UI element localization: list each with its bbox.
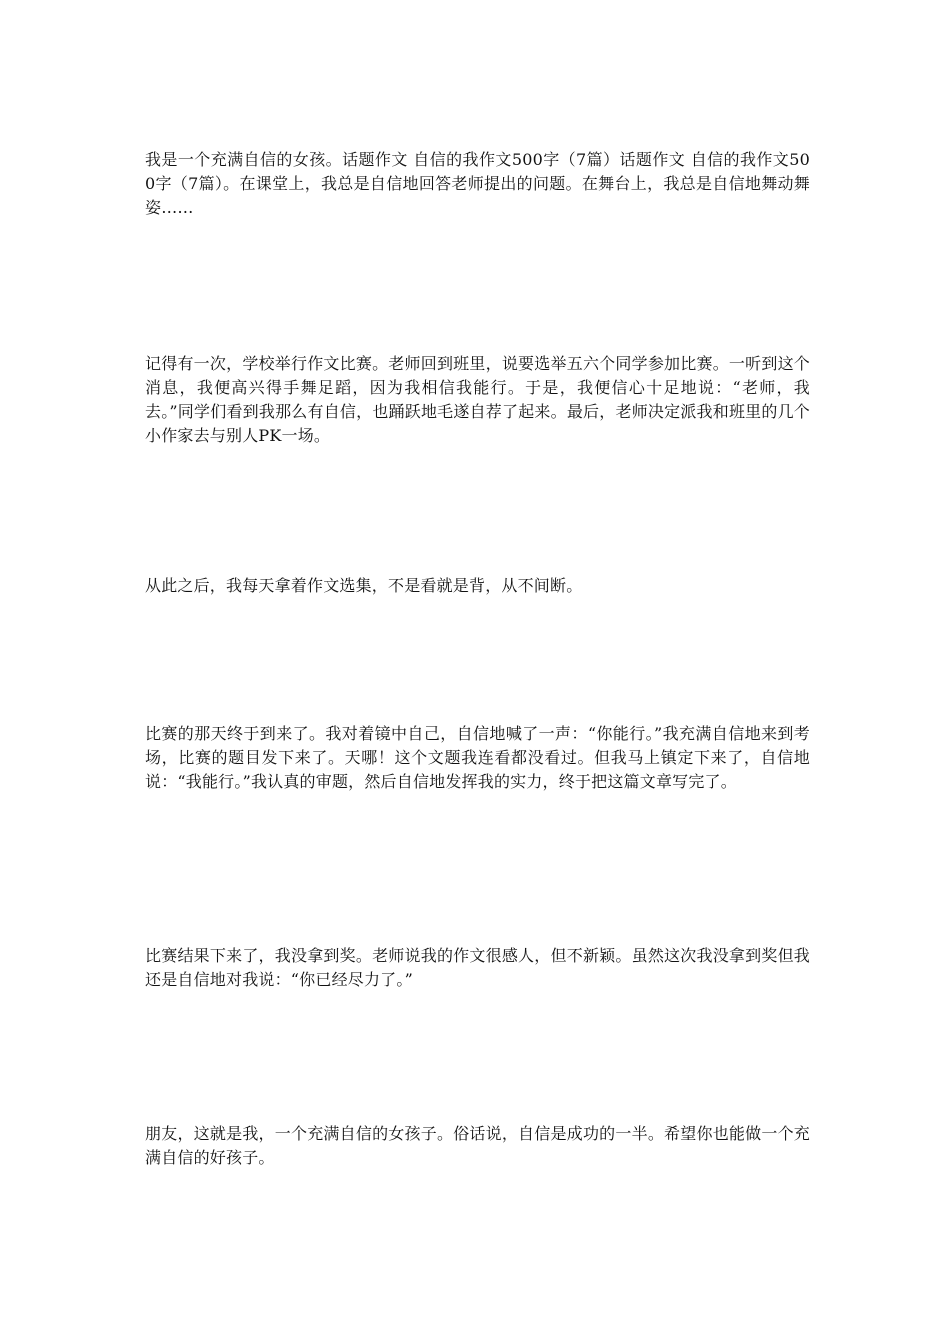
paragraph-contest-day: 比赛的那天终于到来了。我对着镜中自己，自信地喊了一声：“你能行。”我充满自信地来到考场，比赛的题目发下来了。天哪！这个文题我连看都没看过。但我马上镇定下来了，自信地说：“我能行。”我认真的审题，然后自信地发挥我的实力，终于把这篇文章写完了。 [145,724,810,791]
paragraph-conclusion: 朋友，这就是我，一个充满自信的女孩子。俗话说，自信是成功的一半。希望你也能做一个充满自信的好孩子。 [145,1124,810,1167]
paragraph-competition: 记得有一次，学校举行作文比赛。老师回到班里，说要选举五六个同学参加比赛。一听到这个消息，我便高兴得手舞足蹈，因为我相信我能行。于是，我便信心十足地说：“老师，我去。”同学们看到我那么有自信，也踊跃地毛遂自荐了起来。最后，老师决定派我和班里的几个小作家去与别人PK一场。 [145,354,810,445]
paragraph-intro: 我是一个充满自信的女孩。话题作文 自信的我作文500字（7篇）话题作文 自信的我作文500字（7篇）。在课堂上，我总是自信地回答老师提出的问题。在舞台上，我总是自信地舞动舞姿…… [145,150,810,217]
paragraph-practice: 从此之后，我每天拿着作文选集，不是看就是背，从不间断。 [145,576,583,595]
paragraph-result: 比赛结果下来了，我没拿到奖。老师说我的作文很感人，但不新颖。虽然这次我没拿到奖但我还是自信地对我说：“你已经尽力了。” [145,946,810,989]
